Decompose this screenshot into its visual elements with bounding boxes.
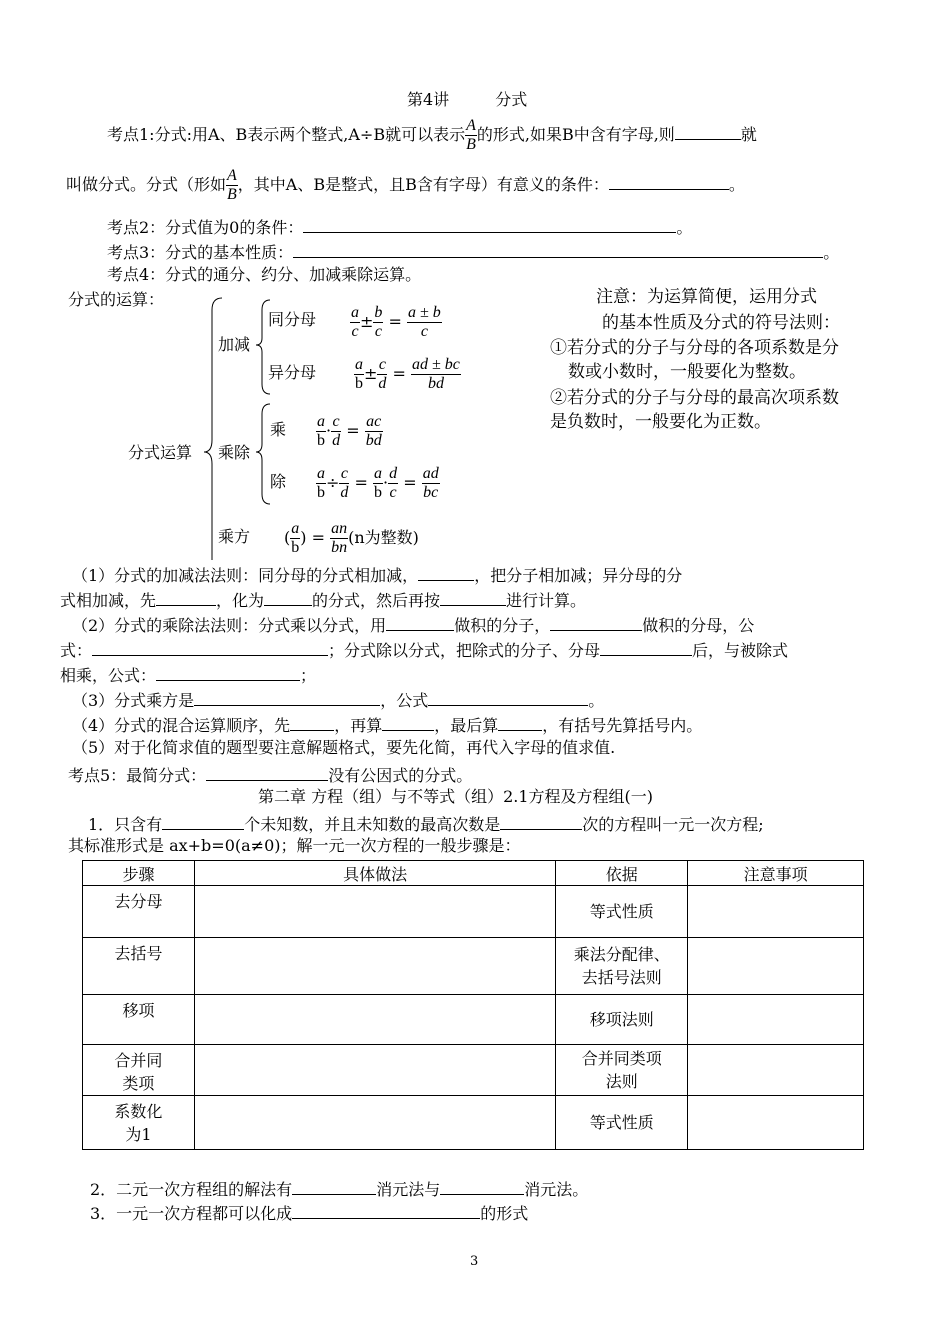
notes-cell[interactable] xyxy=(688,1096,864,1150)
blank[interactable] xyxy=(292,1177,376,1195)
rule2-line3: 相乘，公式： ； xyxy=(60,663,316,686)
blank[interactable] xyxy=(156,663,300,681)
step-cell: 合并同类项 xyxy=(83,1045,195,1096)
muldiv-label: 乘除 xyxy=(218,443,251,462)
page-number: 3 xyxy=(470,1254,479,1269)
blank[interactable] xyxy=(428,688,588,706)
table-row xyxy=(83,1096,864,1150)
power-note: (n为整数) xyxy=(348,528,419,547)
rule2-line1: （2）分式的乘除法法则：分式乘以分式，用 做积的分子， 做积的分母，公 xyxy=(72,613,754,636)
note-line2: 的基本性质及分式的符号法则： xyxy=(602,313,840,333)
brace-diagram xyxy=(0,0,950,560)
table-header-row xyxy=(83,861,864,886)
blank[interactable] xyxy=(264,588,312,606)
header-method: 具体做法 xyxy=(194,861,555,886)
blank[interactable] xyxy=(206,763,328,781)
chapter-title: 第二章 方程（组）与不等式（组）2.1方程及方程组(一) xyxy=(258,787,654,806)
blank[interactable] xyxy=(156,588,216,606)
eq3: 3．一元一次方程都可以化成 的形式 xyxy=(90,1201,528,1224)
kp2: 考点2：分式值为0的条件： 。 xyxy=(107,215,692,238)
blank[interactable] xyxy=(162,812,244,830)
mul-label: 乘 xyxy=(270,420,287,439)
header-step: 步骤 xyxy=(83,861,195,886)
formula-same-denom: $\frac{a}{c}$ ± $\frac{b}{c}$ = $\frac{a \pm b}{c}$ xyxy=(351,304,441,340)
lecture-number: 第4讲 xyxy=(407,90,450,109)
step-cell: 去分母 xyxy=(83,886,195,938)
basis-cell: 移项法则 xyxy=(556,995,688,1045)
blank[interactable] xyxy=(292,1201,480,1219)
blank[interactable] xyxy=(382,713,434,731)
blank[interactable] xyxy=(418,563,474,581)
blank[interactable] xyxy=(500,812,582,830)
blank[interactable] xyxy=(290,713,334,731)
notes-cell[interactable] xyxy=(688,1045,864,1096)
blank[interactable] xyxy=(92,638,328,656)
blank[interactable] xyxy=(440,588,506,606)
rule2-line2: 式： ；分式除以分式，把除式的分子、分母 后，与被除式 xyxy=(60,638,788,661)
div-label: 除 xyxy=(270,472,287,491)
blank[interactable] xyxy=(386,613,454,631)
step-cell: 系数化为1 xyxy=(83,1096,195,1150)
method-cell[interactable] xyxy=(194,995,555,1045)
muldiv-brace xyxy=(256,404,270,504)
method-cell[interactable] xyxy=(194,1045,555,1096)
note-line5: ②若分式的分子与分母的最高次项系数 xyxy=(550,388,839,408)
eq2: 2．二元一次方程组的解法有 消元法与 消元法。 xyxy=(90,1177,588,1200)
notes-cell[interactable] xyxy=(688,886,864,938)
rule4: （4）分式的混合运算顺序，先 ，再算 ，最后算 ，有括号先算括号内。 xyxy=(72,713,702,736)
eq1-line2: 其标准形式是 ax+b=0(a≠0)；解一元一次方程的一般步骤是： xyxy=(68,836,521,855)
basis-cell: 等式性质 xyxy=(556,886,688,938)
method-cell[interactable] xyxy=(194,1096,555,1150)
diff-denom-label: 异分母 xyxy=(268,363,317,382)
blank[interactable] xyxy=(600,638,692,656)
rule3: （3）分式乘方是 ，公式 。 xyxy=(72,688,604,711)
rule1-line2: 式相加减，先 ，化为 的分式，然后再按 进行计算。 xyxy=(60,588,586,611)
blank[interactable] xyxy=(440,1177,524,1195)
kp3: 考点3：分式的基本性质： 。 xyxy=(107,240,839,263)
kp1-line1: 考点1:分式:用A、B表示两个整式,A÷B就可以表示 $\frac{A}{B}$ 的形式,如果B中含有字母,则 就 xyxy=(107,117,757,153)
fraction-A-over-B: $\frac{A}{B}$ xyxy=(466,117,476,153)
notes-cell[interactable] xyxy=(688,995,864,1045)
note-line1: 注意：为运算简便，运用分式 xyxy=(596,287,817,307)
rule5: （5）对于化简求值的题型要注意解题格式，要先化简，再代入字母的值求值. xyxy=(72,738,616,757)
note-line3: ①若分式的分子与分母的各项系数是分 xyxy=(550,338,839,358)
addsub-label: 加减 xyxy=(218,335,251,354)
notes-cell[interactable] xyxy=(688,938,864,995)
ops-label: 分式的运算： xyxy=(68,290,165,309)
lecture-topic: 分式 xyxy=(495,90,528,109)
header-notes: 注意事项 xyxy=(688,861,864,886)
kp1-line2: 叫做分式。分式（形如 $\frac{A}{B}$ ，其中A、B是整式，且B含有字母）有意义的条件： 。 xyxy=(66,167,745,203)
table-row xyxy=(83,1045,864,1096)
step-cell: 去括号 xyxy=(83,938,195,995)
ops-root-label: 分式运算 xyxy=(128,443,193,462)
table-row xyxy=(83,938,864,995)
blank[interactable] xyxy=(194,688,380,706)
basis-cell: 乘法分配律、去括号法则 xyxy=(556,938,688,995)
note-line6: 是负数时，一般要化为正数。 xyxy=(550,412,771,432)
method-cell[interactable] xyxy=(194,886,555,938)
table-row xyxy=(83,995,864,1045)
blank[interactable] xyxy=(498,713,542,731)
formula-mul: $\frac{a}{b}$ · $\frac{c}{d}$ = $\frac{ac}{bd}$ xyxy=(317,413,382,449)
fraction-A-over-B: $\frac{A}{B}$ xyxy=(227,167,237,203)
formula-power: ( $\frac{a}{b}$ ) = $\frac{an}{bn}$ (n为整数) xyxy=(284,520,419,556)
solving-steps-table xyxy=(82,860,864,1150)
formula-diff-denom: $\frac{a}{b}$ ± $\frac{c}{d}$ = $\frac{ad \pm bc}{bd}$ xyxy=(355,356,460,392)
blank[interactable] xyxy=(550,613,642,631)
power-label: 乘方 xyxy=(218,527,251,546)
kp4: 考点4：分式的通分、约分、加减乘除运算。 xyxy=(107,265,422,284)
basis-cell: 合并同类项法则 xyxy=(556,1045,688,1096)
method-cell[interactable] xyxy=(194,938,555,995)
kp5: 考点5：最简分式： 没有公因式的分式。 xyxy=(68,763,472,786)
same-denom-label: 同分母 xyxy=(268,310,317,329)
eq1-line1: 1．只含有 个未知数，并且未知数的最高次数是 次的方程叫一元一次方程; xyxy=(88,812,764,835)
rule1-line1: （1）分式的加减法法则：同分母的分式相加减， ，把分子相加减；异分母的分 xyxy=(72,563,682,586)
step-cell: 移项 xyxy=(83,995,195,1045)
note-line4: 数或小数时，一般要化为整数。 xyxy=(568,362,806,382)
basis-cell: 等式性质 xyxy=(556,1096,688,1150)
table-row xyxy=(83,886,864,938)
formula-div: $\frac{a}{b}$ ÷ $\frac{c}{d}$ = $\frac{a}{b}$ · $\frac{d}{c}$ = $\frac{ad}{bc}$ xyxy=(317,465,439,501)
header-basis: 依据 xyxy=(556,861,688,886)
